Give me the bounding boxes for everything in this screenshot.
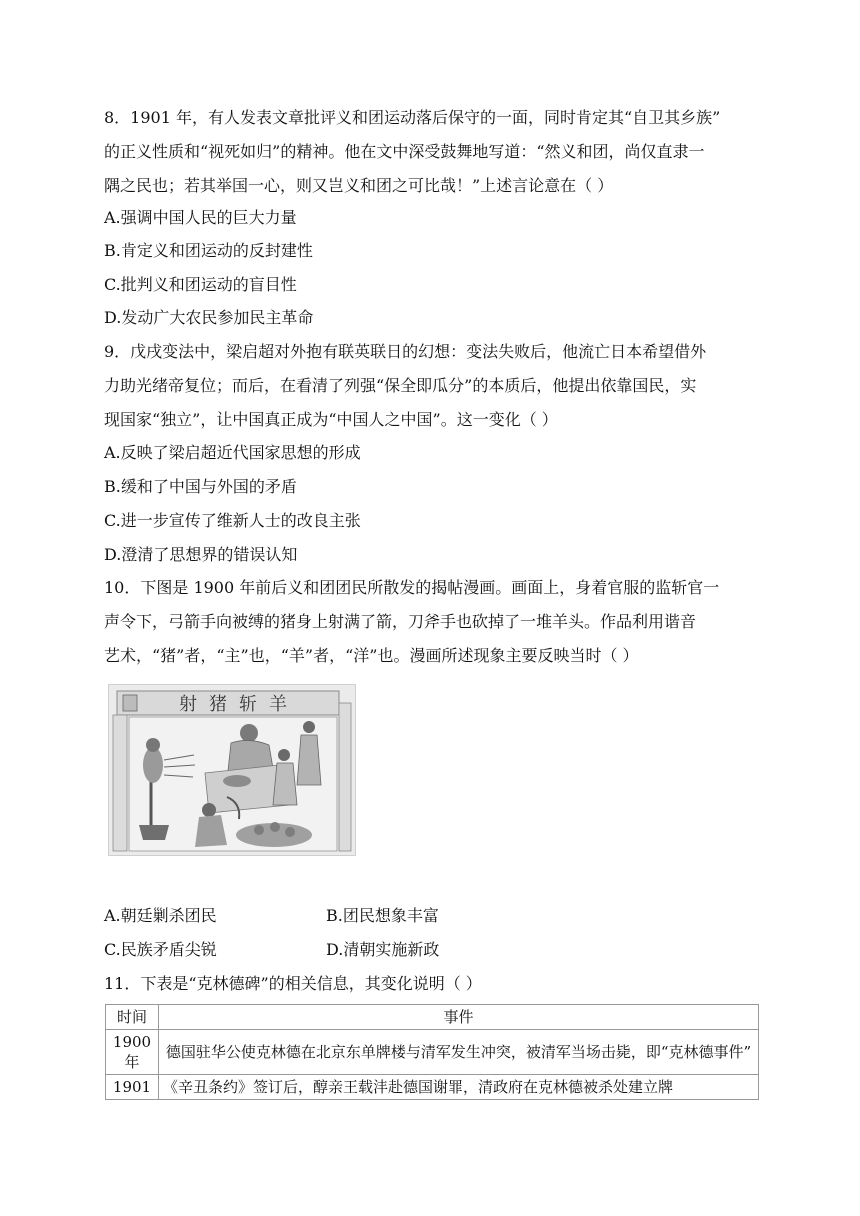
row-2-event: 《辛丑条约》签订后，醇亲王载沣赴德国谢罪，清政府在克林德被杀处建立牌 — [159, 1075, 759, 1100]
klinde-info-table — [105, 1004, 759, 1100]
q10-option-c[interactable]: C.民族矛盾尖锐 — [104, 940, 217, 959]
q9-stem-line-2: 力助光绪帝复位；而后，在看清了列强“保全即瓜分”的本质后，他提出依靠国民，实 — [104, 376, 697, 395]
row-1-time: 1900 年 — [106, 1030, 159, 1075]
q8-stem-line-2: 的正义性质和“视死如归”的精神。他在文中深受鼓舞地写道：“然义和团，尚仅直隶一 — [104, 142, 705, 161]
cartoon-image — [108, 684, 356, 856]
table-row — [106, 1075, 759, 1100]
cartoon-title: 射猪斩羊 — [179, 694, 299, 715]
table-row — [106, 1030, 759, 1075]
q8-option-b[interactable]: B.肯定义和团运动的反封建性 — [104, 241, 313, 260]
q9-option-d[interactable]: D.澄清了思想界的错误认知 — [104, 545, 298, 564]
row-1-event: 德国驻华公使克林德在北京东单牌楼与清军发生冲突，被清军当场击毙，即“克林德事件” — [159, 1030, 759, 1075]
q10-stem-line-2: 声令下，弓箭手向被缚的猪身上射满了箭，刀斧手也砍掉了一堆羊头。作品利用谐音 — [104, 612, 697, 631]
q8-stem-line-3: 隅之民也；若其举国一心，则又岂义和团之可比哉！”上述言论意在（ ） — [104, 176, 614, 195]
row-2-time: 1901 — [106, 1075, 159, 1100]
q8-option-c[interactable]: C.批判义和团运动的盲目性 — [104, 275, 297, 294]
q10-stem-line-1: 10．下图是 1900 年前后义和团团民所散发的揭帖漫画。画面上，身着官服的监斩官一 — [104, 578, 720, 597]
q9-stem-line-1: 9．戊戌变法中，梁启超对外抱有联英联日的幻想：变法失败后，他流亡日本希望借外 — [104, 342, 707, 361]
q8-option-a[interactable]: A.强调中国人民的巨大力量 — [104, 208, 297, 227]
header-time: 时间 — [106, 1005, 159, 1030]
header-event: 事件 — [159, 1005, 759, 1030]
q9-option-c[interactable]: C.进一步宣传了维新人士的改良主张 — [104, 511, 361, 530]
cartoon-illustration — [109, 685, 355, 855]
q9-stem-line-3: 现国家“独立”，让中国真正成为“中国人之中国”。这一变化（ ） — [104, 410, 558, 429]
table-header-row — [106, 1005, 759, 1030]
q10-stem-line-3: 艺术，“猪”者，“主”也，“羊”者，“洋”也。漫画所述现象主要反映当时（ ） — [104, 646, 639, 665]
q8-stem-line-1: 8．1901 年，有人发表文章批评义和团运动落后保守的一面，同时肯定其“自卫其乡族” — [104, 108, 721, 127]
q10-option-d[interactable]: D.清朝实施新政 — [326, 940, 440, 959]
q10-option-b[interactable]: B.团民想象丰富 — [326, 906, 439, 925]
q9-option-b[interactable]: B.缓和了中国与外国的矛盾 — [104, 477, 297, 496]
q8-option-d[interactable]: D.发动广大农民参加民主革命 — [104, 308, 314, 327]
q10-option-a[interactable]: A.朝廷剿杀团民 — [104, 906, 217, 925]
q9-option-a[interactable]: A.反映了梁启超近代国家思想的形成 — [104, 443, 361, 462]
q11-stem: 11．下表是“克林德碑”的相关信息，其变化说明（ ） — [104, 974, 482, 993]
